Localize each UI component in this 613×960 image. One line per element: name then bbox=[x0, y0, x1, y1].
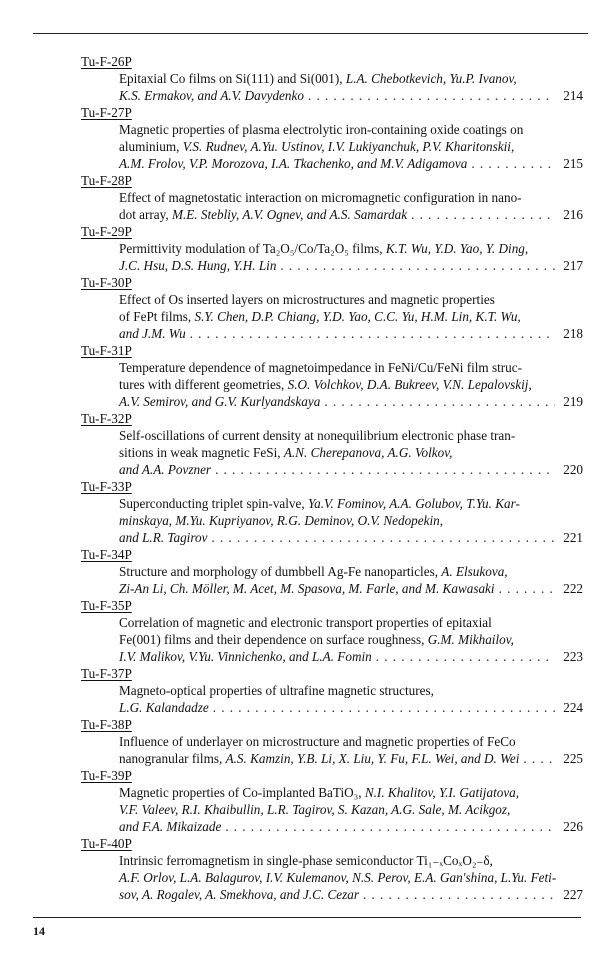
entry-authors: A.N. Cherepanova, A.G. Volkov, bbox=[283, 445, 453, 460]
entry-title-text: Magneto-optical properties of ultrafine magnetic structures, bbox=[119, 683, 434, 698]
toc-entry bbox=[81, 342, 583, 410]
entry-last-line bbox=[119, 529, 583, 546]
entry-body bbox=[119, 427, 583, 478]
dot-leader bbox=[495, 580, 556, 597]
entry-authors: K.T. Wu, Y.D. Yao, Y. Ding, bbox=[385, 241, 529, 256]
entry-body bbox=[119, 563, 583, 597]
entry-line bbox=[119, 631, 583, 648]
entry-body bbox=[119, 240, 583, 274]
toc-entry bbox=[81, 223, 583, 274]
dot-leader bbox=[221, 818, 555, 835]
entry-page-number[interactable]: 217 bbox=[563, 258, 583, 273]
entry-title-text: Magnetic properties of Co-implanted BaTiO₃, bbox=[119, 785, 365, 800]
dot-leader bbox=[304, 87, 555, 104]
entry-code-link[interactable]: Tu-F-27P bbox=[81, 105, 132, 120]
entry-last-line bbox=[119, 750, 583, 767]
entry-authors: J.C. Hsu, D.S. Hung, Y.H. Lin bbox=[119, 258, 277, 273]
entry-authors: V.F. Valeev, R.I. Khaibullin, L.R. Tagirov, S. Kazan, A.G. Sale, M. Acikgoz, bbox=[119, 802, 511, 817]
entry-body bbox=[119, 733, 583, 767]
entry-last-line bbox=[119, 325, 583, 342]
entry-authors: I.V. Malikov, V.Yu. Vinnichenko, and L.A. Fomin bbox=[119, 649, 372, 664]
entry-page-number[interactable]: 227 bbox=[563, 887, 583, 902]
entry-line bbox=[119, 308, 583, 325]
entry-authors: S.O. Volchkov, D.A. Bukreev, V.N. Lepalovskij, bbox=[287, 377, 532, 392]
entry-title-text: Permittivity modulation of Ta₂O₅/Co/Ta₂O₅ films, bbox=[119, 241, 386, 256]
dot-leader bbox=[211, 461, 555, 478]
entry-line bbox=[119, 444, 583, 461]
entry-line bbox=[119, 359, 583, 376]
entry-title-text: Effect of magnetostatic interaction on micromagnetic configuration in nano- bbox=[119, 190, 522, 205]
toc-entry bbox=[81, 665, 583, 716]
toc-entry bbox=[81, 597, 583, 665]
entry-line bbox=[119, 376, 583, 393]
entry-line bbox=[119, 138, 583, 155]
entry-authors: and J.M. Wu bbox=[119, 326, 186, 341]
entry-last-line bbox=[119, 699, 583, 716]
entry-title-text: tures with different geometries, bbox=[119, 377, 288, 392]
entry-last-line bbox=[119, 257, 583, 274]
entry-line bbox=[119, 869, 583, 886]
entry-page-number[interactable]: 226 bbox=[563, 819, 583, 834]
toc-entry bbox=[81, 478, 583, 546]
entry-last-line bbox=[119, 818, 583, 835]
entry-title-text: of FePt films, bbox=[119, 309, 195, 324]
entry-title-text: Epitaxial Co films on Si(111) and Si(001), bbox=[119, 71, 346, 86]
entry-title-text: Fe(001) films and their dependence on surface roughness, bbox=[119, 632, 428, 647]
entry-page-number[interactable]: 221 bbox=[563, 530, 583, 545]
entry-title-text: Structure and morphology of dumbbell Ag-Fe nanoparticles, bbox=[119, 564, 442, 579]
entry-authors: Zi-An Li, Ch. Möller, M. Acet, M. Spasova, M. Farle, and M. Kawasaki bbox=[119, 581, 495, 596]
entry-code-link[interactable]: Tu-F-32P bbox=[81, 411, 132, 426]
entry-title-text: Self-oscillations of current density at nonequilibrium electronic phase tran- bbox=[119, 428, 516, 443]
dot-leader bbox=[467, 155, 555, 172]
dot-leader bbox=[186, 325, 556, 342]
entry-authors: M.E. Stebliy, A.V. Ognev, and A.S. Samardak bbox=[171, 207, 408, 222]
entry-authors: N.I. Khalitov, Y.I. Gatijatova, bbox=[364, 785, 520, 800]
entry-body bbox=[119, 189, 583, 223]
toc-entry bbox=[81, 767, 583, 835]
entry-code-link[interactable]: Tu-F-33P bbox=[81, 479, 132, 494]
entry-authors: L.G. Kalandadze bbox=[119, 700, 209, 715]
toc-entry bbox=[81, 53, 583, 104]
dot-leader bbox=[407, 206, 555, 223]
entry-last-line bbox=[119, 206, 583, 223]
entry-line bbox=[119, 427, 583, 444]
entry-title-text: aluminium, bbox=[119, 139, 183, 154]
entry-last-line bbox=[119, 393, 583, 410]
entry-authors: A.F. Orlov, L.A. Balagurov, I.V. Kulemanov, N.S. Perov, E.A. Gan'shina, L.Yu. Feti- bbox=[119, 870, 557, 885]
entry-page-number[interactable]: 220 bbox=[563, 462, 583, 477]
toc-entry bbox=[81, 835, 583, 903]
entry-line bbox=[119, 852, 583, 869]
entry-last-line bbox=[119, 580, 583, 597]
entry-page-number[interactable]: 216 bbox=[563, 207, 583, 222]
entry-body bbox=[119, 121, 583, 172]
entry-line bbox=[119, 682, 583, 699]
entry-code-link[interactable]: Tu-F-30P bbox=[81, 275, 132, 290]
entry-line bbox=[119, 121, 583, 138]
entry-page-number[interactable]: 224 bbox=[563, 700, 583, 715]
toc-entry bbox=[81, 410, 583, 478]
entry-title-text: sitions in weak magnetic FeSi, bbox=[119, 445, 284, 460]
entry-code-link[interactable]: Tu-F-38P bbox=[81, 717, 132, 732]
entry-authors: L.A. Chebotkevich, Yu.P. Ivanov, bbox=[345, 71, 517, 86]
entry-page-number[interactable]: 219 bbox=[563, 394, 583, 409]
entry-code-link[interactable]: Tu-F-31P bbox=[81, 343, 132, 358]
entry-authors: A.S. Kamzin, Y.B. Li, X. Liu, Y. Fu, F.L. Wei, and D. Wei bbox=[225, 751, 520, 766]
entry-authors: S.Y. Chen, D.P. Chiang, Y.D. Yao, C.C. Yu, H.M. Lin, K.T. Wu, bbox=[194, 309, 521, 324]
toc-entry bbox=[81, 104, 583, 172]
entry-title-text: Temperature dependence of magnetoimpedance in FeNi/Cu/FeNi film struc- bbox=[119, 360, 522, 375]
entry-page-number[interactable]: 223 bbox=[563, 649, 583, 664]
entry-line bbox=[119, 563, 583, 580]
entry-authors: A.V. Semirov, and G.V. Kurlyandskaya bbox=[119, 394, 321, 409]
entry-body bbox=[119, 291, 583, 342]
entry-last-line bbox=[119, 461, 583, 478]
entry-title-text: dot array, bbox=[119, 207, 172, 222]
entry-body bbox=[119, 359, 583, 410]
entry-body bbox=[119, 70, 583, 104]
entry-last-line bbox=[119, 886, 583, 903]
entry-title-text: Superconducting triplet spin-valve, bbox=[119, 496, 308, 511]
entry-body bbox=[119, 852, 583, 903]
entry-authors: and A.A. Povzner bbox=[119, 462, 212, 477]
entry-line bbox=[119, 70, 583, 87]
dot-leader bbox=[519, 750, 555, 767]
entry-authors: G.M. Mikhailov, bbox=[427, 632, 514, 647]
dot-leader bbox=[209, 699, 555, 716]
entry-authors: K.S. Ermakov, and A.V. Davydenko bbox=[119, 88, 304, 103]
entry-line bbox=[119, 614, 583, 631]
entry-line bbox=[119, 495, 583, 512]
entry-code-link[interactable]: Tu-F-35P bbox=[81, 598, 132, 613]
dot-leader bbox=[359, 886, 555, 903]
entry-line bbox=[119, 240, 583, 257]
entry-code-link[interactable]: Tu-F-40P bbox=[81, 836, 132, 851]
entry-last-line bbox=[119, 87, 583, 104]
entry-authors: A. Elsukova, bbox=[441, 564, 508, 579]
entry-code-link[interactable]: Tu-F-39P bbox=[81, 768, 132, 783]
entry-authors: and L.R. Tagirov bbox=[119, 530, 208, 545]
entry-authors: sov, A. Rogalev, A. Smekhova, and J.C. Cezar bbox=[119, 887, 360, 902]
entry-code-link[interactable]: Tu-F-26P bbox=[81, 54, 132, 69]
bottom-rule bbox=[33, 917, 581, 918]
entry-page-number[interactable]: 222 bbox=[563, 581, 583, 596]
entry-page-number[interactable]: 215 bbox=[563, 156, 583, 171]
entry-title-text: Magnetic properties of plasma electrolytic iron-containing oxide coatings on bbox=[119, 122, 524, 137]
entry-authors: minskaya, M.Yu. Kupriyanov, R.G. Deminov, O.V. Nedopekin, bbox=[119, 513, 444, 528]
entry-line bbox=[119, 801, 583, 818]
entry-authors: Ya.V. Fominov, A.A. Golubov, T.Yu. Kar- bbox=[307, 496, 520, 511]
dot-leader bbox=[372, 648, 555, 665]
entry-authors: V.S. Rudnev, A.Yu. Ustinov, I.V. Lukiyanchuk, P.V. Kharitonskii, bbox=[182, 139, 515, 154]
entry-code-link[interactable]: Tu-F-29P bbox=[81, 224, 132, 239]
entry-line bbox=[119, 189, 583, 206]
entry-code-link[interactable]: Tu-F-37P bbox=[81, 666, 132, 681]
entry-authors: A.M. Frolov, V.P. Morozova, I.A. Tkachenko, and M.V. Adigamova bbox=[119, 156, 468, 171]
toc-entry bbox=[81, 274, 583, 342]
entry-last-line bbox=[119, 648, 583, 665]
entry-line bbox=[119, 291, 583, 308]
entry-title-text: Correlation of magnetic and electronic transport properties of epitaxial bbox=[119, 615, 492, 630]
entry-last-line bbox=[119, 155, 583, 172]
entry-body bbox=[119, 495, 583, 546]
dot-leader bbox=[207, 529, 555, 546]
entry-title-text: Intrinsic ferromagnetism in single-phase semiconductor Ti₁₋ₓCoₓO₂₋δ, bbox=[119, 853, 493, 868]
toc-entry bbox=[81, 546, 583, 597]
entry-code-link[interactable]: Tu-F-34P bbox=[81, 547, 132, 562]
entry-page-number[interactable]: 218 bbox=[563, 326, 583, 341]
entry-body bbox=[119, 784, 583, 835]
entry-page-number[interactable]: 225 bbox=[563, 751, 583, 766]
top-rule bbox=[33, 33, 588, 34]
table-of-contents bbox=[81, 53, 583, 903]
entry-body bbox=[119, 614, 583, 665]
entry-code-link[interactable]: Tu-F-28P bbox=[81, 173, 132, 188]
entry-title-text: nanogranular films, bbox=[119, 751, 226, 766]
entry-authors: and F.A. Mikaizade bbox=[119, 819, 222, 834]
entry-line bbox=[119, 512, 583, 529]
entry-line bbox=[119, 733, 583, 750]
entry-title-text: Effect of Os inserted layers on microstructures and magnetic properties bbox=[119, 292, 495, 307]
entry-page-number[interactable]: 214 bbox=[563, 88, 583, 103]
dot-leader bbox=[276, 257, 555, 274]
page-number: 14 bbox=[33, 924, 45, 938]
entry-body bbox=[119, 682, 583, 716]
entry-line bbox=[119, 784, 583, 801]
toc-entry bbox=[81, 716, 583, 767]
dot-leader bbox=[320, 393, 555, 410]
toc-entry bbox=[81, 172, 583, 223]
entry-title-text: Influence of underlayer on microstructure and magnetic properties of FeCo bbox=[119, 734, 516, 749]
